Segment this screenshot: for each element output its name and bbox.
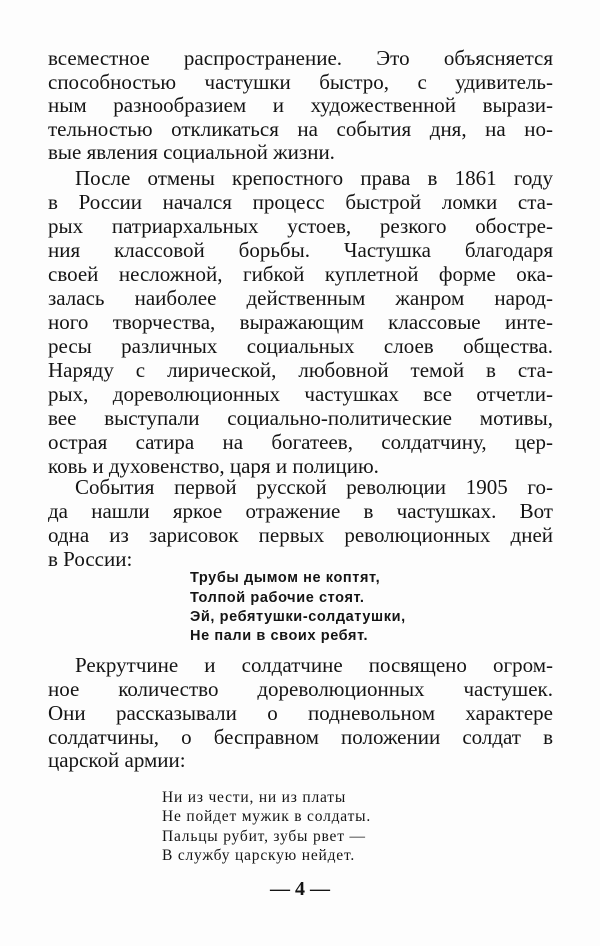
- text-line: рых патриархальных устоев, резкого обостре-: [48, 214, 553, 238]
- text-line: ного творчества, выражающим классовые инте-: [48, 310, 553, 334]
- text-line: ковь и духовенство, царя и полицию.: [48, 454, 379, 478]
- text-line: одна из зарисовок первых революционных дней: [48, 523, 553, 547]
- text-line: залась наиболее действенным жанром народ-: [48, 286, 553, 310]
- text-line: Они рассказывали о подневольном характере: [48, 701, 553, 725]
- text-line: вые явления социальной жизни.: [48, 140, 335, 164]
- verse-line: Эй, ребятушки-солдатушки,: [190, 609, 406, 625]
- text-line: ресы различных социальных слоев общества.: [48, 334, 553, 358]
- text-line: тельностью откликаться на события дня, на но-: [48, 117, 553, 141]
- verse-line: Не пойдет мужик в солдаты.: [162, 808, 372, 825]
- text-line: в России:: [48, 547, 133, 571]
- text-line: в России начался процесс быстрой ломки ста-: [48, 190, 553, 214]
- text-line: вее выступали социально-политические мотивы,: [48, 406, 553, 430]
- text-line: своей несложной, гибкой куплетной форме ока-: [48, 262, 553, 286]
- verse-line: Ни из чести, ни из платы: [162, 789, 347, 806]
- text-line: Наряду с лирической, любовной темой в ста-: [48, 358, 553, 382]
- text-line: царской армии:: [48, 748, 186, 772]
- text-line: способностью частушки быстро, с удивитель-: [48, 70, 553, 94]
- text-line: да нашли яркое отражение в частушках. Вот: [48, 499, 553, 523]
- verse-line: Трубы дымом не коптят,: [190, 570, 381, 586]
- text-line: острая сатира на богатеев, солдатчину, цер-: [48, 430, 553, 454]
- verse-line: В службу царскую нейдет.: [162, 847, 356, 864]
- text-line: ное количество дореволюционных частушек.: [48, 677, 553, 701]
- verse-line: Пальцы рубит, зубы рвет —: [162, 828, 366, 845]
- text-line: События первой русской революции 1905 го-: [75, 475, 553, 499]
- verse-line: Толпой рабочие стоят.: [190, 590, 365, 606]
- text-line: Рекрутчине и солдатчине посвящено огром-: [75, 653, 553, 677]
- text-line: солдатчины, о бесправном положении солдат в: [48, 725, 553, 749]
- text-line: После отмены крепостного права в 1861 году: [75, 166, 553, 190]
- text-line: рых, дореволюционных частушках все отчетли-: [48, 382, 553, 406]
- verse-line: Не пали в своих ребят.: [190, 628, 369, 644]
- text-line: ным разнообразием и художественной вырази-: [48, 93, 553, 117]
- page-number: — 4 —: [270, 878, 330, 900]
- text-line: всеместное распространение. Это объясняется: [48, 46, 553, 70]
- text-line: ния классовой борьбы. Частушка благодаря: [48, 238, 553, 262]
